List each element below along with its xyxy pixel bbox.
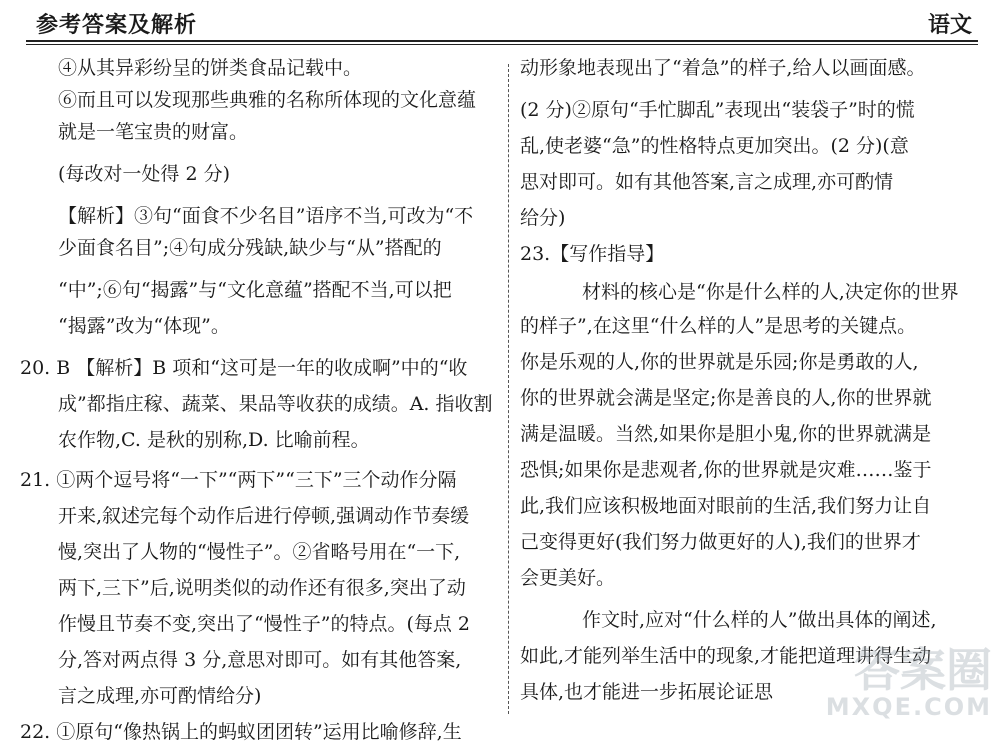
question-23: 23.【写作指导】 bbox=[520, 243, 665, 265]
text-line: 你是乐观的人,你的世界就是乐园;你是勇敢的人, bbox=[520, 351, 919, 373]
text-line: (2 分)②原句“手忙脚乱”表现出“装袋子”时的慌 bbox=[520, 99, 915, 121]
text-line: 【解析】③句“面食不少名目”语序不当,可改为“不 bbox=[58, 205, 474, 227]
text-line: 此,我们应该积极地面对眼前的生活,我们努力让自 bbox=[520, 495, 932, 517]
text-line: (每改对一处得 2 分) bbox=[58, 163, 230, 185]
column-divider bbox=[508, 64, 509, 714]
text-line: ⑥而且可以发现那些典雅的名称所体现的文化意蕴 bbox=[58, 89, 477, 111]
text-line: 材料的核心是“你是什么样的人,决定你的世界 bbox=[582, 281, 959, 303]
text-line: 如此,才能列举生活中的现象,才能把道理讲得生动 bbox=[520, 645, 932, 667]
page-header bbox=[0, 0, 1000, 46]
text-line: “揭露”改为“体现”。 bbox=[58, 315, 230, 337]
text-line: 己变得更好(我们努力做更好的人),我们的世界才 bbox=[520, 531, 921, 553]
text-line: ④从其异彩纷呈的饼类食品记载中。 bbox=[58, 57, 363, 79]
watermark-url: MXQE.COM bbox=[825, 693, 992, 721]
text-line: 作文时,应对“什么样的人”做出具体的阐述, bbox=[582, 609, 937, 631]
text-line: 成”都指庄稼、蔬菜、果品等收获的成绩。A. 指收割 bbox=[58, 393, 493, 415]
text-line: 动形象地表现出了“着急”的样子,给人以画面感。 bbox=[520, 57, 926, 79]
text-line: 慢,突出了人物的“慢性子”。②省略号用在“一下, bbox=[58, 541, 461, 563]
text-line: 具体,也才能进一步拓展论证思 bbox=[520, 681, 774, 703]
header-rule-thin bbox=[26, 44, 978, 45]
text-line: 你的世界就会满是坚定;你是善良的人,你的世界就 bbox=[520, 387, 932, 409]
text-line: 农作物,C. 是秋的别称,D. 比喻前程。 bbox=[58, 429, 370, 451]
text-line: 少面食名目”;④句成分残缺,缺少与“从”搭配的 bbox=[58, 237, 442, 259]
text-line: 开来,叙述完每个动作后进行停顿,强调动作节奏缓 bbox=[58, 505, 470, 527]
section-title: 参考答案及解析 bbox=[36, 12, 198, 38]
text-line: 言之成理,亦可酌情给分) bbox=[58, 685, 262, 707]
text-line: 思对即可。如有其他答案,言之成理,亦可酌情 bbox=[520, 171, 894, 193]
header-rule-thick bbox=[26, 40, 978, 42]
text-line: 给分) bbox=[520, 207, 566, 229]
text-line: 恐惧;如果你是悲观者,你的世界就是灾难……鉴于 bbox=[520, 459, 932, 481]
question-20: 20. B 【解析】B 项和“这可是一年的收成啊”中的“收 bbox=[20, 357, 468, 379]
watermark-text: 答案圈 bbox=[854, 643, 992, 697]
question-21: 21. ①两个逗号将“一下”“两下”“三下”三个动作分隔 bbox=[20, 469, 457, 491]
text-line: “中”;⑥句“揭露”与“文化意蕴”搭配不当,可以把 bbox=[58, 279, 452, 301]
subject-label: 语文 bbox=[927, 12, 972, 38]
text-line: 分,答对两点得 3 分,意思对即可。如有其他答案, bbox=[58, 649, 462, 671]
text-line: 两下,三下”后,说明类似的动作还有很多,突出了动 bbox=[58, 577, 466, 599]
text-line: 满是温暖。当然,如果你是胆小鬼,你的世界就满是 bbox=[520, 423, 932, 445]
text-line: 作慢且节奏不变,突出了“慢性子”的特点。(每点 2 bbox=[58, 613, 471, 635]
text-line: 会更美好。 bbox=[520, 567, 616, 589]
text-line: 的样子”,在这里“什么样的人”是思考的关键点。 bbox=[520, 315, 917, 337]
text-line: 乱,使老婆“急”的性格特点更加突出。(2 分)(意 bbox=[520, 135, 909, 157]
question-22: 22. ①原句“像热锅上的蚂蚁团团转”运用比喻修辞,生 bbox=[20, 721, 462, 743]
text-line: 就是一笔宝贵的财富。 bbox=[58, 121, 249, 143]
